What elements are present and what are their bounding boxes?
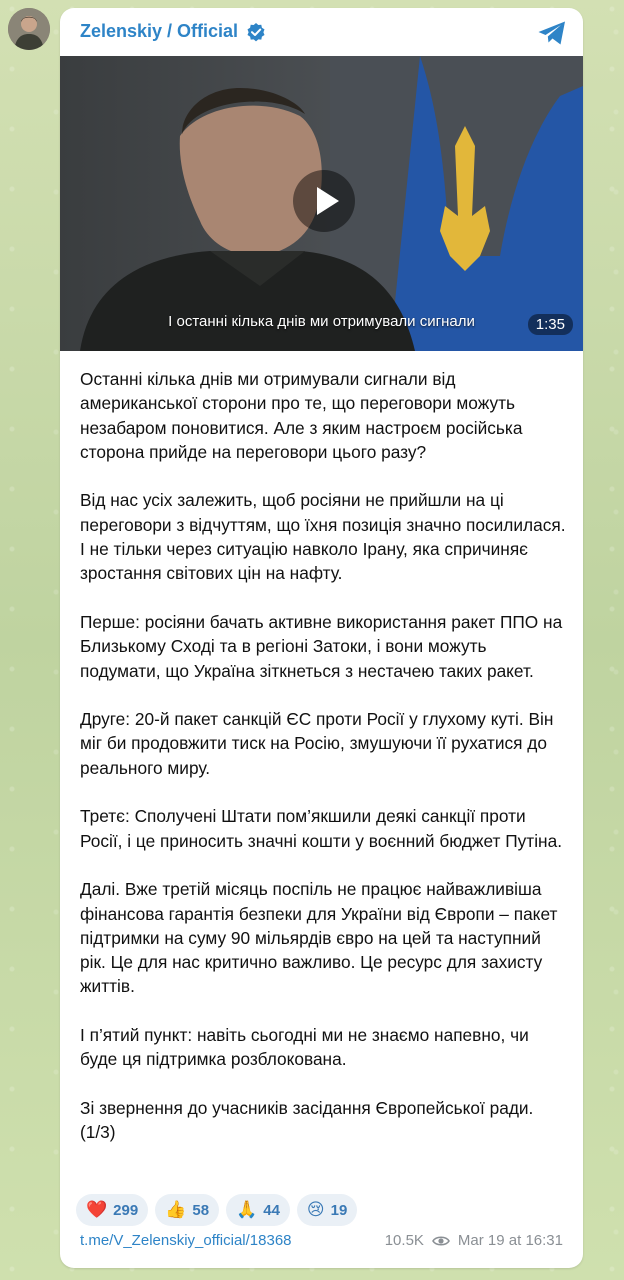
channel-avatar[interactable] [8,8,50,50]
post-body [80,367,568,1145]
post-paragraph: Від нас усіх залежить, щоб росіяни не прийшли на ці переговори з відчуттям, що їхня позиція значно посилилася. І не тільки через ситуацію навколо Ірану, яка спричиняє зростання світових цін на нафту. [80,490,566,584]
reaction-pray[interactable] [226,1194,290,1226]
channel-post-card [60,8,583,1268]
video-player[interactable] [60,56,583,351]
reaction-heart[interactable] [76,1194,148,1226]
post-paragraph: Третє: Сполучені Штати пом’якшили деякі санкції проти Росії, і це приносить значні кошти у воєнний бюджет Путіна. [80,806,562,851]
reaction-count: 299 [113,1201,139,1219]
praying-hands-icon: 🙏 [236,1200,258,1220]
telegram-share-icon[interactable] [537,20,567,46]
post-footer [80,1232,563,1254]
avatar-image [8,8,50,50]
post-paragraph: Друге: 20-й пакет санкцій ЄС проти Росії у глухому куті. Він міг би продовжити тиск на Росію, змушуючи її рухатися до реального миру. [80,709,554,778]
crying-face-icon: 😢 [306,1200,325,1220]
reaction-cry[interactable] [297,1194,357,1226]
eye-icon [432,1235,450,1247]
channel-title-link[interactable] [80,21,266,42]
thumbs-up-icon: 👍 [165,1200,187,1220]
reaction-count: 19 [330,1201,348,1219]
view-count: 10.5K [384,1232,424,1249]
post-meta [385,1232,563,1249]
video-duration: 1:35 [528,314,573,335]
post-permalink[interactable]: t.me/V_Zelenskiy_official/18368 [80,1232,292,1249]
play-button[interactable] [293,170,355,232]
reaction-count: 58 [192,1201,210,1219]
channel-name: Zelenskiy / Official [80,21,239,41]
post-paragraph: Перше: росіяни бачать активне використання ракет ППО на Близькому Сході та в регіоні Затоки, і вони можуть подумати, що Україна зіткнеться з нестачею таких ракет. [80,611,563,681]
post-paragraph: Останні кілька днів ми отримували сигнали від американської сторони про те, що переговори можуть незабаром поновитися. Але з яким настроєм російська сторона прийде на переговори цього разу? [80,369,523,462]
reaction-count: 44 [263,1201,280,1219]
heart-icon: ❤️ [86,1200,108,1220]
reactions-bar [76,1194,357,1226]
post-timestamp: Mar 19 at 16:31 [457,1232,563,1249]
post-paragraph: Зі звернення до учасників засідання Європейської ради. (1/3) [80,1097,534,1143]
post-header [60,8,583,56]
post-paragraph: Далі. Вже третій місяць поспіль не працює найважливіша фінансова гарантія безпеки для України від Європи – пакет підтримки на суму 90 мільярдів євро на цей та наступний рік. Це для нас критично важливо. Це ресурс для захисту життів. [80,879,558,997]
verified-badge-icon [246,22,266,42]
post-paragraph: І п’ятий пункт: навіть сьогодні ми не знаємо напевно, чи буде ця підтримка розблокована. [80,1025,529,1070]
reaction-thumbs-up[interactable] [155,1194,219,1226]
video-subtitle: І останні кілька днів ми отримували сигнали [168,313,475,330]
